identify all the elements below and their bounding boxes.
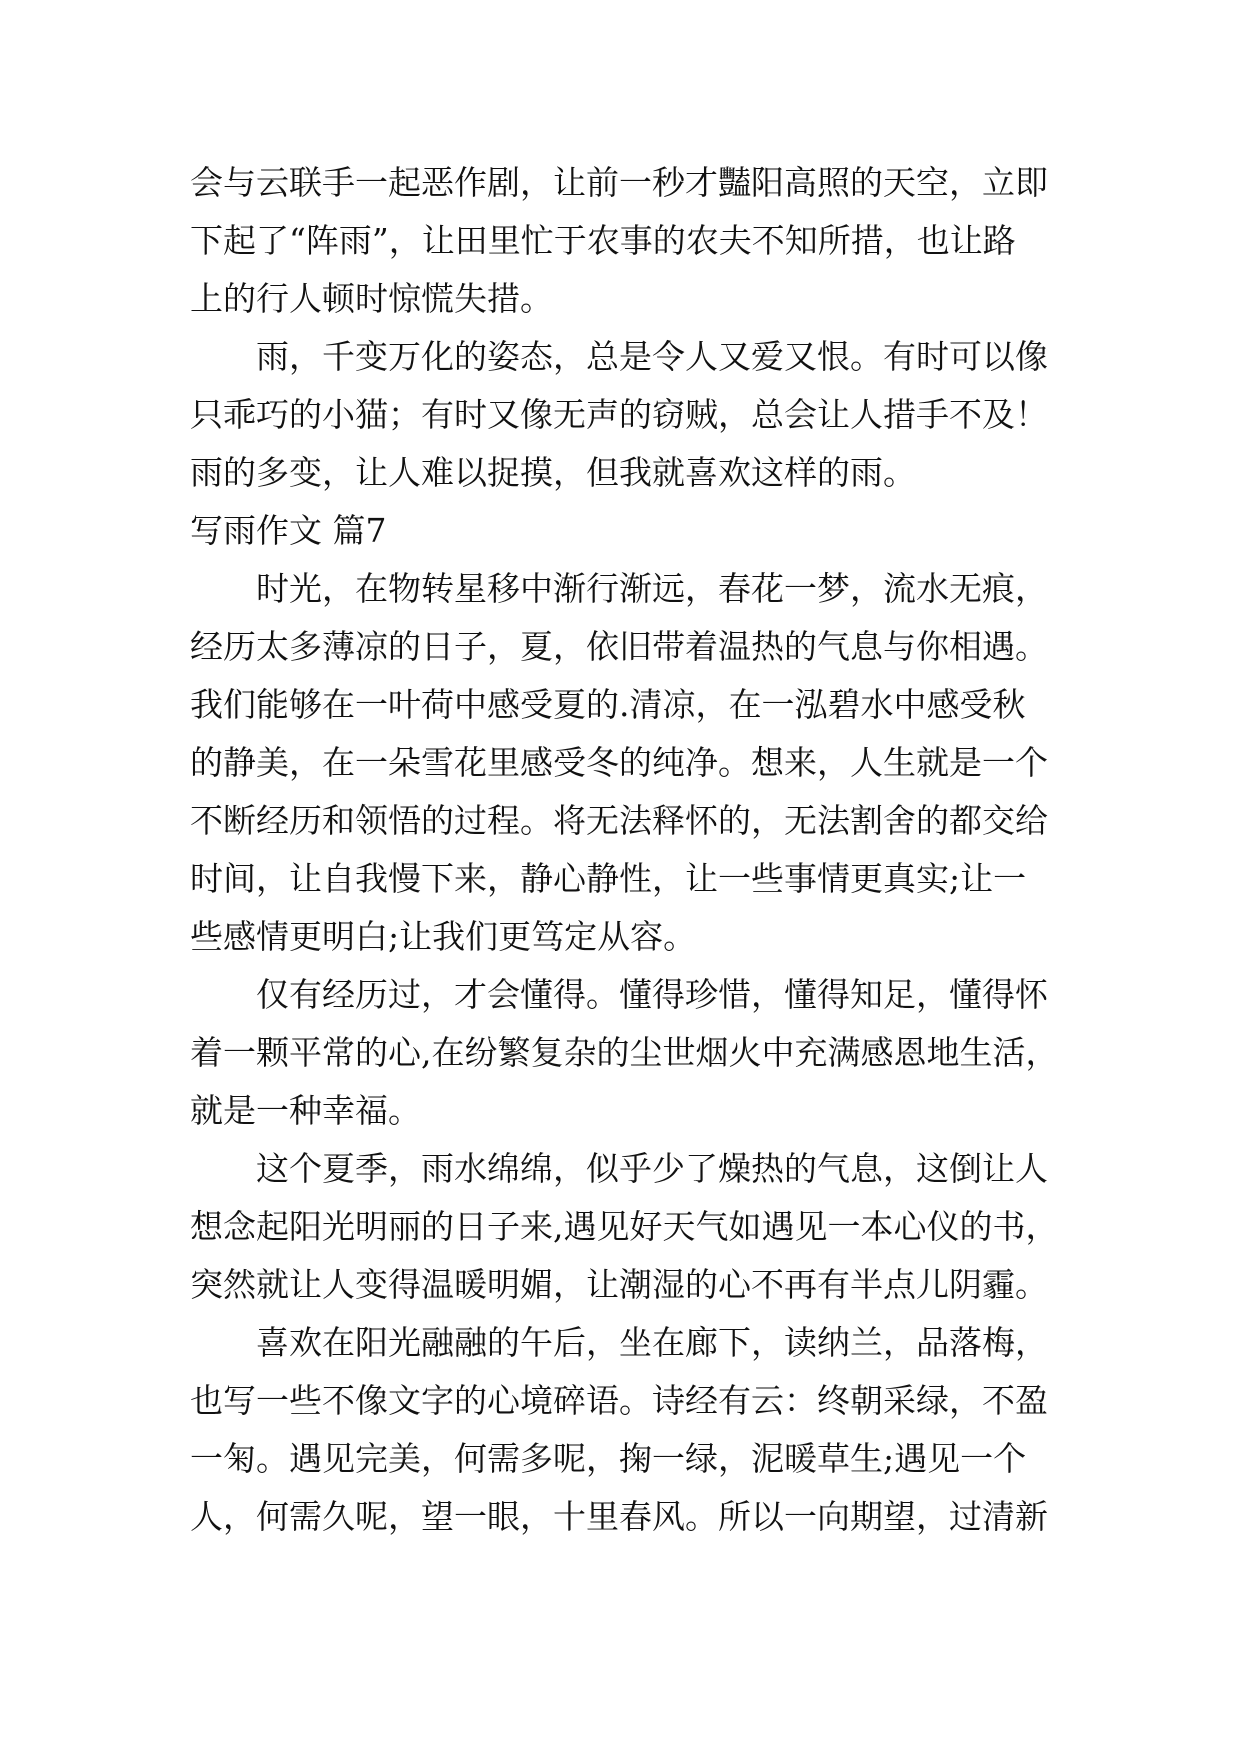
text-line: 这个夏季，雨水绵绵，似乎少了燥热的气息，这倒让人 <box>256 1149 1048 1188</box>
text-line: 就是一种幸福。 <box>190 1091 421 1130</box>
text-line: 我们能够在一叶荷中感受夏的.清凉，在一泓碧水中感受秋 <box>190 685 1026 724</box>
text-line: 着一颗平常的心,在纷繁复杂的尘世烟火中充满感恩地生活， <box>190 1033 1059 1072</box>
text-line: 上的行人顿时惊慌失措。 <box>190 279 553 318</box>
paragraph <box>190 1314 1070 1546</box>
text-line: 也写一些不像文字的心境碎语。诗经有云：终朝采绿，不盈 <box>190 1381 1048 1420</box>
text-line: 会与云联手一起恶作剧，让前一秒才豔阳高照的天空，立即 <box>190 163 1048 202</box>
text-line: 时光，在物转星移中渐行渐远，春花一梦，流水无痕， <box>256 569 1048 608</box>
text-line: 雨，千变万化的姿态，总是令人又爱又恨。有时可以像 <box>256 337 1048 376</box>
text-line: 时间，让自我慢下来，静心静性，让一些事情更真实;让一 <box>190 859 1027 898</box>
text-line: 想念起阳光明丽的日子来,遇见好天气如遇见一本心仪的书， <box>190 1207 1059 1246</box>
text-line: 只乖巧的小猫；有时又像无声的窃贼，总会让人措手不及！ <box>190 395 1048 434</box>
text-line: 喜欢在阳光融融的午后，坐在廊下，读纳兰，品落梅， <box>256 1323 1048 1362</box>
text-line: 些感情更明白;让我们更笃定从容。 <box>190 917 697 956</box>
text-line: 雨的多变，让人难以捉摸，但我就喜欢这样的雨。 <box>190 453 916 492</box>
text-line: 的静美，在一朵雪花里感受冬的纯净。想来，人生就是一个 <box>190 743 1048 782</box>
paragraph <box>190 328 1070 502</box>
paragraph <box>190 966 1070 1140</box>
text-line: 不断经历和领悟的过程。将无法释怀的，无法割舍的都交给 <box>190 801 1048 840</box>
section-heading: 写雨作文 篇7 <box>190 511 387 550</box>
text-line: 下起了“阵雨”，让田里忙于农事的农夫不知所措，也让路 <box>190 221 1016 260</box>
text-line: 经历太多薄凉的日子，夏，依旧带着温热的气息与你相遇。 <box>190 627 1048 666</box>
paragraph <box>190 1140 1070 1314</box>
text-line: 仅有经历过，才会懂得。懂得珍惜，懂得知足，懂得怀 <box>256 975 1048 1014</box>
text-line: 人，何需久呢，望一眼，十里春风。所以一向期望，过清新 <box>190 1497 1048 1536</box>
text-line: 一匊。遇见完美，何需多呢，掬一绿，泥暖草生;遇见一个 <box>190 1439 1027 1478</box>
document-body <box>190 154 1070 1546</box>
text-line: 突然就让人变得温暖明媚，让潮湿的心不再有半点儿阴霾。 <box>190 1265 1048 1304</box>
paragraph <box>190 560 1070 966</box>
paragraph <box>190 154 1070 328</box>
